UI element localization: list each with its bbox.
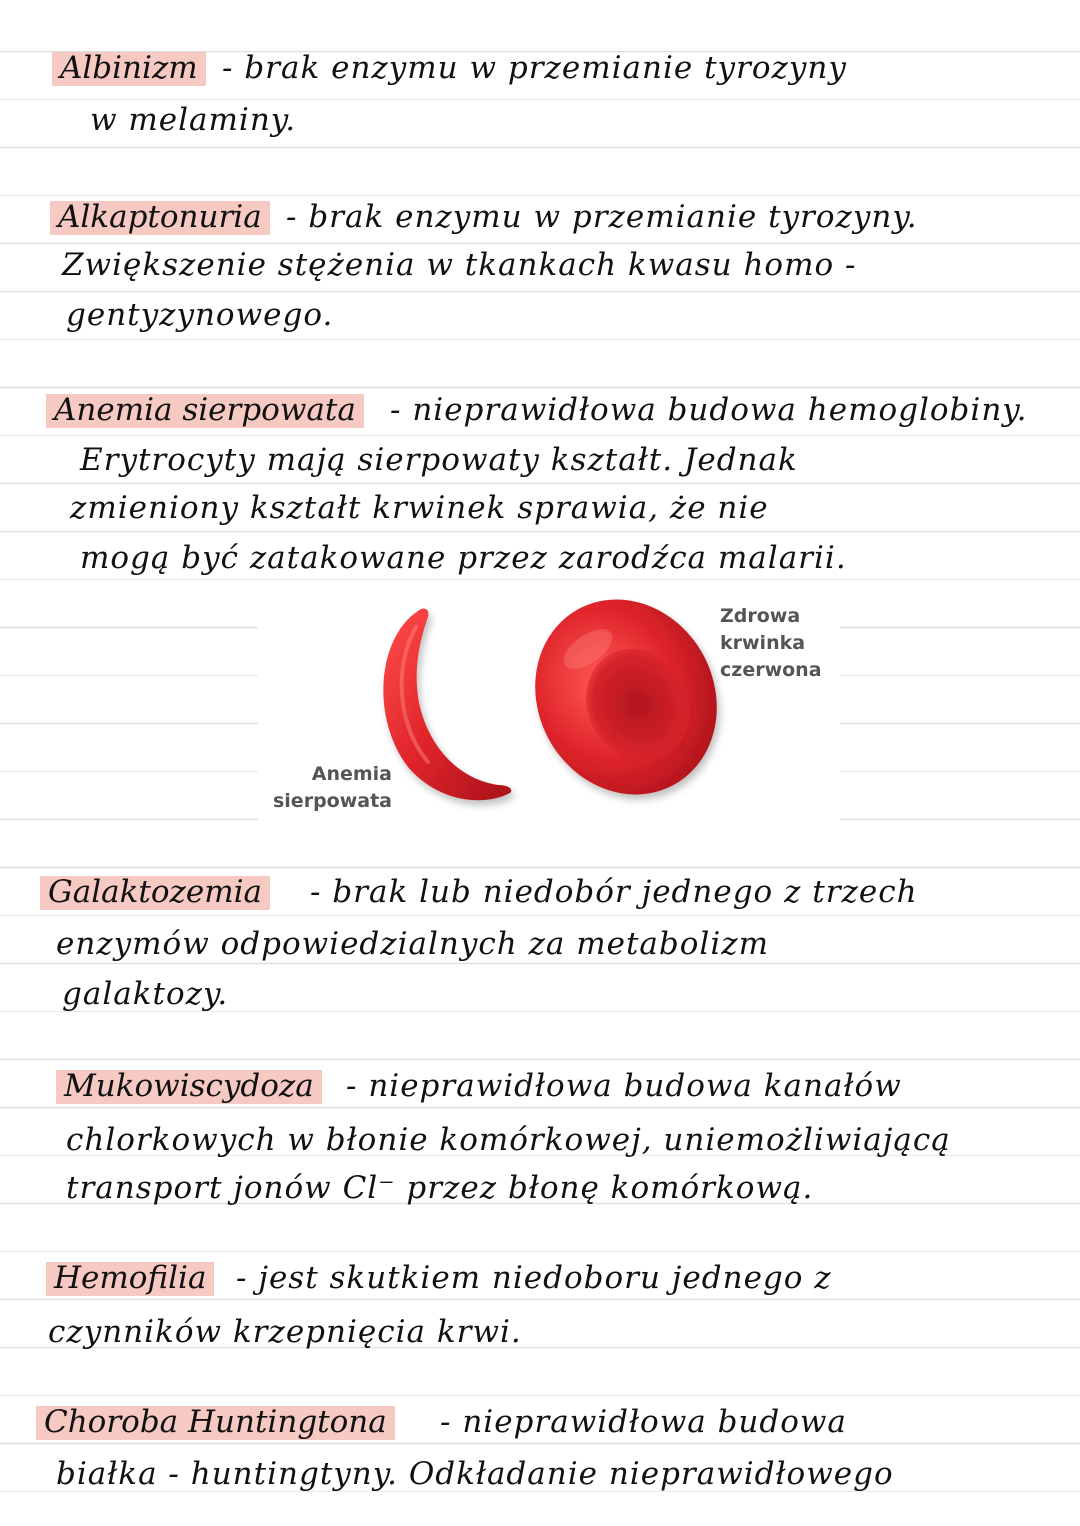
definition-line: transport jonów Cl⁻ przez błonę komórkową. — [66, 1170, 814, 1206]
label-line: Anemia — [311, 763, 392, 785]
definition-line: - nieprawidłowa budowa hemoglobiny. — [390, 392, 1028, 428]
healthy-cell-icon — [501, 597, 750, 823]
sickle-cell-icon — [383, 609, 511, 801]
definition-line: - brak enzymu w przemianie tyrozyny — [222, 50, 847, 86]
label-line: czerwona — [720, 659, 822, 681]
definition-line: zmieniony kształt krwinek sprawia, że nie — [70, 490, 769, 526]
definition-line: - brak lub niedobór jednego z trzech — [310, 874, 918, 910]
term-hemofilia: Hemofilia — [46, 1258, 214, 1298]
label-line: sierpowata — [272, 790, 392, 812]
definition-line: białka - huntingtyny. Odkładanie nieprawidłowego — [56, 1456, 894, 1492]
definition-line: gentyzynowego. — [66, 297, 334, 333]
definition-line: - nieprawidłowa budowa — [440, 1404, 847, 1440]
definition-line: w melaminy. — [90, 102, 297, 138]
red-blood-cell-illustration — [258, 597, 840, 823]
definition-line: Erytrocyty mają sierpowaty kształt. Jednak — [80, 442, 798, 478]
definition-line: czynników krzepnięcia krwi. — [48, 1314, 522, 1350]
label-line: Zdrowa — [720, 605, 801, 627]
healthy-cell-label — [720, 603, 822, 684]
label-line: krwinka — [720, 632, 806, 654]
definition-line: Zwiększenie stężenia w tkankach kwasu homo - — [62, 247, 857, 283]
term-anemia-sierpowata: Anemia sierpowata — [46, 390, 364, 430]
term-mukowiscydoza: Mukowiscydoza — [56, 1066, 322, 1106]
definition-line: enzymów odpowiedzialnych za metabolizm — [56, 926, 769, 962]
term-albinizm: Albinizm — [52, 48, 206, 88]
definition-line: - nieprawidłowa budowa kanałów — [346, 1068, 902, 1104]
definition-line: - jest skutkiem niedoboru jednego z — [236, 1260, 832, 1296]
definition-line: mogą być zatakowane przez zarodźca malarii. — [80, 540, 847, 576]
definition-line: chlorkowych w błonie komórkowej, uniemożliwiającą — [66, 1122, 951, 1158]
definition-line: - brak enzymu w przemianie tyrozyny. — [286, 199, 918, 235]
definition-line: galaktozy. — [62, 976, 229, 1012]
sickle-cell-label — [272, 761, 392, 815]
term-galaktozemia: Galaktozemia — [40, 872, 270, 912]
term-alkaptonuria: Alkaptonuria — [50, 197, 270, 237]
term-choroba-huntingtona: Choroba Huntingtona — [36, 1402, 395, 1442]
